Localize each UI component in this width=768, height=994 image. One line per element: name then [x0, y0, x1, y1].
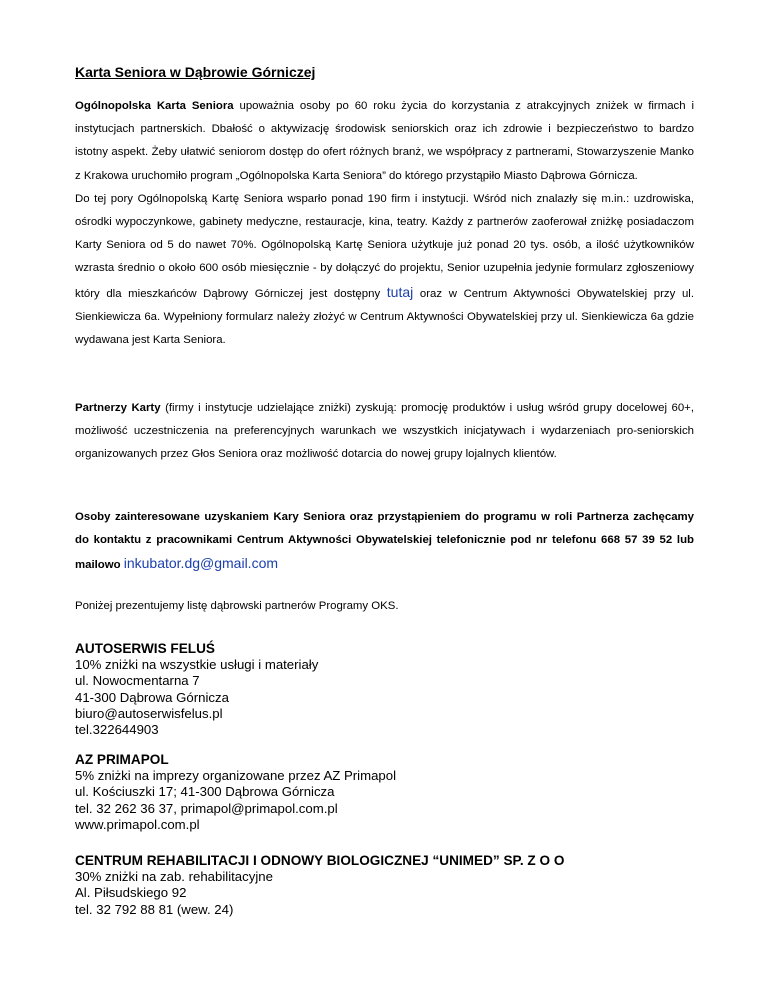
- contact-text: Osoby zainteresowane uzyskaniem Kary Seniora oraz przystąpieniem do programu w roli Partnerza zachęcamy do kontaktu z pracownikami Centrum Aktywności Obywatelskiej telefonicznie pod nr telefonu 668 57 39 52 lub mailowo: [75, 511, 694, 572]
- partner-detail: biuro@autoserwisfelus.pl: [75, 705, 223, 721]
- page-title: Karta Seniora w Dąbrowie Górniczej: [75, 64, 316, 80]
- partner-detail: tel. 32 262 36 37, primapol@primapol.com.pl: [75, 800, 338, 816]
- intro-text-b: Do tej pory Ogólnopolską Kartę Seniora wsparło ponad 190 firm i instytucji. Wśród nich znalazły się m.in.: uzdrowiska, ośrodki wypoczynkowe, gabinety medyczne, restauracje, kina, teatry. Każdy z partnerów zaoferował zniżkę posiadaczom Karty Seniora od 5 do nawet 70%. Ogólnopolską Kartę Seniora użytkuje już ponad 20 tys. osób, a ilość użytkowników wzrasta średnio o około 600 osób miesięcznie - by dołączyć do projektu, Senior uzupełnia jedynie formularz zgłoszeniowy który dla mieszkańców Dąbrowy Górniczej jest dostępny: [75, 192, 694, 300]
- partner-detail: tel. 32 792 88 81 (wew. 24): [75, 901, 234, 917]
- partner-detail: 30% zniżki na zab. rehabilitacyjne: [75, 869, 273, 885]
- partner-name: CENTRUM REHABILITACJI I ODNOWY BIOLOGICZNEJ “UNIMED” SP. Z O O: [75, 853, 565, 868]
- partner-name: AZ PRIMAPOL: [75, 752, 169, 767]
- partner-detail: 5% zniżki na imprezy organizowane przez AZ Primapol: [75, 768, 397, 784]
- intro-lead: Ogólnopolska Karta Seniora: [75, 100, 234, 112]
- form-link[interactable]: tutaj: [386, 283, 414, 300]
- partners-lead: Partnerzy Karty: [75, 402, 161, 414]
- contact-paragraph: [75, 506, 694, 578]
- intro-paragraph: [75, 95, 694, 352]
- partner-entry: [75, 752, 715, 833]
- partner-entry: [75, 641, 715, 738]
- partners-list-intro: Poniżej prezentujemy listę dąbrowski partnerów Programy OKS.: [75, 600, 399, 612]
- partners-text: (firmy i instytucje udzielające zniżki) zyskują: promocję produktów i usług wśród grupy docelowej 60+, możliwość uczestniczenia na preferencyjnych warunkach we wszystkich inicjatywach i wydarzeniach pro-seniorskich organizowanych przez Głos Seniora oraz możliwość dotarcia do nowej grupy lojalnych klientów.: [75, 402, 694, 461]
- partner-detail: Al. Piłsudskiego 92: [75, 885, 187, 901]
- partner-detail: ul. Nowocmentarna 7: [75, 673, 200, 689]
- partner-detail: www.primapol.com.pl: [75, 816, 200, 832]
- partner-detail: ul. Kościuszki 17; 41-300 Dąbrowa Górnicza: [75, 784, 335, 800]
- partner-detail: 41-300 Dąbrowa Górnicza: [75, 689, 229, 705]
- partners-benefit-paragraph: [75, 397, 694, 467]
- partner-entry: [75, 853, 715, 918]
- partner-detail: tel.322644903: [75, 722, 159, 738]
- partner-detail: 10% zniżki na wszystkie usługi i materiały: [75, 657, 319, 673]
- intro-text-c: oraz w Centrum Aktywności Obywatelskiej przy ul. Sienkiewicza 6a. Wypełniony formularz należy złożyć w Centrum Aktywności Obywatelskiej przy ul. Sienkiewicza 6a gdzie wydawana jest Karta Seniora.: [75, 287, 694, 347]
- partner-name: AUTOSERWIS FELUŚ: [75, 641, 215, 656]
- intro-text-a: upoważnia osoby po 60 roku życia do korzystania z atrakcyjnych zniżek w firmach i instytucjach partnerskich. Dbałość o aktywizację środowisk seniorskich oraz ich zdrowie i bezpieczeństwo to bardzo istotny aspekt. Żeby ułatwić seniorom dostęp do ofert różnych branż, we współpracy z partnerami, Stowarzyszenie Manko z Krakowa uruchomiło program „Ogólnopolska Karta Seniora” do którego przystąpiło Miasto Dąbrowa Górnicza.: [75, 100, 694, 182]
- email-link[interactable]: inkubator.dg@gmail.com: [123, 555, 279, 572]
